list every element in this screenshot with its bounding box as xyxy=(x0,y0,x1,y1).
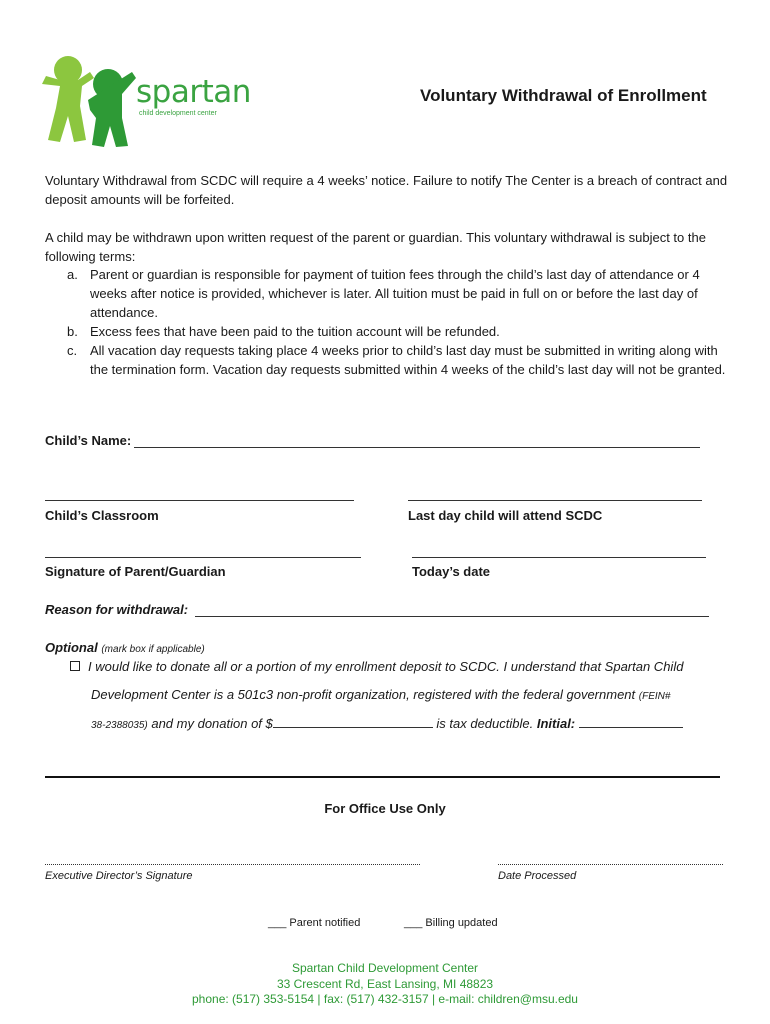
date-processed-label: Date Processed xyxy=(498,870,577,882)
child-name-label: Child’s Name: xyxy=(45,433,132,448)
donation-amount-field[interactable] xyxy=(273,717,433,728)
initial-field[interactable] xyxy=(579,717,683,728)
logo-wordmark: spartan xyxy=(136,74,251,110)
list-item: a. Parent or guardian is responsible for payment of tuition fees through the child’s last day of attendance or 4 weeks after notice is provided, whichever is later. All tuition must be paid in full on or before the last day of attendance. xyxy=(67,267,700,320)
billing-updated[interactable]: ___ Billing updated xyxy=(404,917,498,929)
logo-subtitle: child development center xyxy=(139,110,217,117)
footer-address: 33 Crescent Rd, East Lansing, MI 48823 xyxy=(276,977,494,991)
children-figures-icon xyxy=(38,48,138,148)
date-processed-field[interactable] xyxy=(498,864,723,865)
list-item: b. Excess fees that have been paid to the tuition account will be refunded. xyxy=(67,324,500,339)
terms-list xyxy=(45,265,735,379)
terms-intro: A child may be withdrawn upon written request of the parent or guardian. This voluntary withdrawal is subject to the following terms: xyxy=(45,230,706,264)
last-day-field[interactable] xyxy=(408,500,702,501)
optional-note: (mark box if applicable) xyxy=(101,644,205,655)
office-heading: For Office Use Only xyxy=(324,801,446,816)
director-signature-field[interactable] xyxy=(45,864,420,865)
list-item: c. All vacation day requests taking place 4 weeks prior to child’s last day must be submitted in writing along with the termination form. Vacation day requests submitted within 4 weeks of the child’s last day will not be granted. xyxy=(67,343,726,377)
optional-label: Optional xyxy=(45,640,98,655)
donation-line-3: 38-2388035) and my donation of $ is tax deductible. Initial: xyxy=(91,716,683,731)
director-signature-label: Executive Director’s Signature xyxy=(45,870,193,882)
todays-date-label: Today’s date xyxy=(412,564,491,579)
fein-text: (FEIN# xyxy=(638,691,671,702)
divider xyxy=(45,776,720,778)
donation-checkbox[interactable] xyxy=(70,661,80,671)
footer-contact: phone: (517) 353-5154 | fax: (517) 432-3157 | e-mail: children@msu.edu xyxy=(192,992,578,1006)
signature-label: Signature of Parent/Guardian xyxy=(45,564,226,579)
donation-line-2: Development Center is a 501c3 non-profit organization, registered with the federal government (FEIN# xyxy=(91,687,671,702)
reason-label: Reason for withdrawal: xyxy=(45,602,189,617)
last-day-label: Last day child will attend SCDC xyxy=(408,508,603,523)
parent-notified[interactable]: ___ Parent notified xyxy=(268,917,361,929)
signature-field[interactable] xyxy=(45,557,361,558)
page-title: Voluntary Withdrawal of Enrollment xyxy=(420,86,707,105)
classroom-label: Child’s Classroom xyxy=(45,508,159,523)
todays-date-field[interactable] xyxy=(412,557,706,558)
intro-paragraph: Voluntary Withdrawal from SCDC will require a 4 weeks’ notice. Failure to notify The Center is a breach of contract and deposit amounts will be forfeited. xyxy=(45,173,728,207)
donation-line-1: I would like to donate all or a portion of my enrollment deposit to SCDC. I understand that Spartan Child xyxy=(70,659,683,674)
child-name-field[interactable] xyxy=(134,447,700,448)
fein-number: 38-2388035) xyxy=(91,720,148,731)
spartan-logo xyxy=(38,48,251,148)
reason-field[interactable] xyxy=(195,616,709,617)
optional-heading xyxy=(45,640,205,655)
classroom-field[interactable] xyxy=(45,500,354,501)
footer-name: Spartan Child Development Center xyxy=(291,961,479,975)
